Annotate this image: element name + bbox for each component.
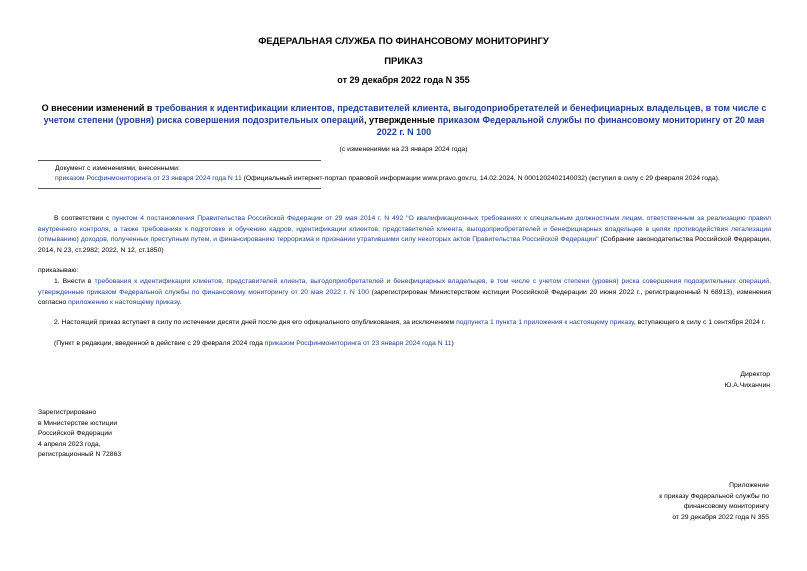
preamble-text-2: (Собрание законодательства Российской Федерации, 2014, N 23, ст.2982; 2022, N 12, ст.1850): [38, 236, 771, 254]
changes-note: (с изменениями на 23 января 2024 года): [339, 146, 468, 153]
appendix-line-1: Приложение: [729, 482, 769, 489]
item-1-paragraph: [38, 277, 771, 309]
registration-line-3: Российской Федерации: [38, 430, 112, 437]
doc-date-number: от 29 декабря 2022 года N 355: [337, 75, 470, 85]
appendix-line-3: от 29 декабря 2022 года N 355: [672, 513, 769, 521]
registration-line-1: Зарегистрировано: [38, 409, 97, 416]
doc-type: ПРИКАЗ: [384, 56, 423, 67]
doc-title: [34, 102, 774, 138]
title-text-1: О внесении изменений в: [41, 103, 155, 113]
agency-name: ФЕДЕРАЛЬНАЯ СЛУЖБА ПО ФИНАНСОВОМУ МОНИТОРИНГУ: [258, 36, 549, 47]
change-doc-line: [55, 174, 775, 184]
item-2-note: [38, 339, 771, 350]
preamble-text-1: В соответствии с: [54, 215, 113, 222]
registration-line-4: 4 апреля 2023 года,: [38, 440, 101, 448]
appendix-block: [620, 481, 769, 523]
item-2-note-text-1: (Пункт в редакции, введенной в действие с 29 февраля 2024 года: [54, 340, 265, 347]
item-1-text-1: 1. Внести в: [54, 278, 95, 285]
registration-line-5: регистрационный N 72863: [38, 451, 122, 458]
preamble-paragraph: [38, 214, 771, 256]
divider-top: [38, 160, 321, 161]
preamble-link-postanovlenie[interactable]: пунктом 4 постановления Правительства Российской Федерации от 29 мая 2014 г. N 492 "О квалификационных требованиях к специальным должностным лицам, ответственным за реализацию правил внутреннего контроля, а также требованиях к подготовке и обучению кадров, идентификации клиентов, представителей клиента, выгодоприобретателей и бенефициарных владельцев в целях противодействия легализации (отмыванию) доходов, полученных преступным путем, и финансированию терроризма и признании утратившими силу некоторых актов Правительства Российской Федерации": [38, 215, 772, 243]
title-link-order-100[interactable]: приказом Федеральной службы по финансовому мониторингу от 20 мая 2022 г. N 100: [376, 115, 765, 137]
divider-bottom: [38, 188, 321, 189]
change-doc-label: Документ с изменениями, внесенными:: [55, 165, 180, 172]
item-2-note-link[interactable]: приказом Росфинмониторинга от 23 января 2024 года N 11: [264, 340, 452, 347]
item-1-link-requirements[interactable]: требования к идентификации клиентов, представителей клиента, выгодоприобретателей и бенефициарных владельцев, в том числе с учетом степени (уровня) риска совершения подозрительных операций, утвержденные приказом Федеральной службы по финансовому мониторингу от 20 мая 2022 г. N 100: [38, 278, 771, 296]
registration-line-2: в Министерстве юстиции: [38, 419, 118, 427]
title-text-2: , утвержденные: [363, 115, 438, 125]
appendix-line-2: к приказу Федеральной службы по финансовому мониторингу: [659, 492, 769, 510]
item-1-text-3: .: [179, 299, 182, 306]
title-link-requirements[interactable]: требования к идентификации клиентов, представителей клиента, выгодоприобретателей и бенефициарных владельцев, в том числе с учетом степени (уровня) риска совершения подозрительных операций: [43, 103, 767, 125]
item-1-link-appendix[interactable]: приложению к настоящему приказу: [68, 299, 180, 306]
order-word: приказываю:: [38, 267, 79, 274]
registration-block: [38, 408, 121, 461]
signature-block: [725, 369, 770, 391]
change-doc-rest: (Официальный интернет-портал правовой информации www.pravo.gov.ru, 14.02.2024, N 0001202402140032) (вступил в силу с 29 февраля 2024 года).: [241, 175, 720, 182]
item-2-link-subpoint[interactable]: подпункта 1 пункта 1 приложения к настоящему приказу: [456, 319, 634, 326]
item-2-paragraph: [38, 318, 771, 329]
item-2-text-2: , вступающего в силу с 1 сентября 2024 г.: [633, 319, 766, 326]
signature-position: Директор: [740, 371, 770, 378]
item-2-note-text-2: ): [451, 340, 454, 347]
change-doc-block: [55, 164, 775, 184]
signature-name: Ю.А.Чиханчин: [724, 382, 770, 389]
item-1-text-2: (зарегистрирован Министерством юстиции Российской Федерации 20 июня 2022 г., регистрационный N 68913), изменения согласно: [38, 288, 771, 306]
item-2-text-1: 2. Настоящий приказ вступает в силу по истечении десяти дней после дня его официального опубликования, за исключением: [54, 319, 457, 326]
change-doc-link[interactable]: приказом Росфинмониторинга от 23 января 2024 года N 11: [55, 175, 242, 182]
